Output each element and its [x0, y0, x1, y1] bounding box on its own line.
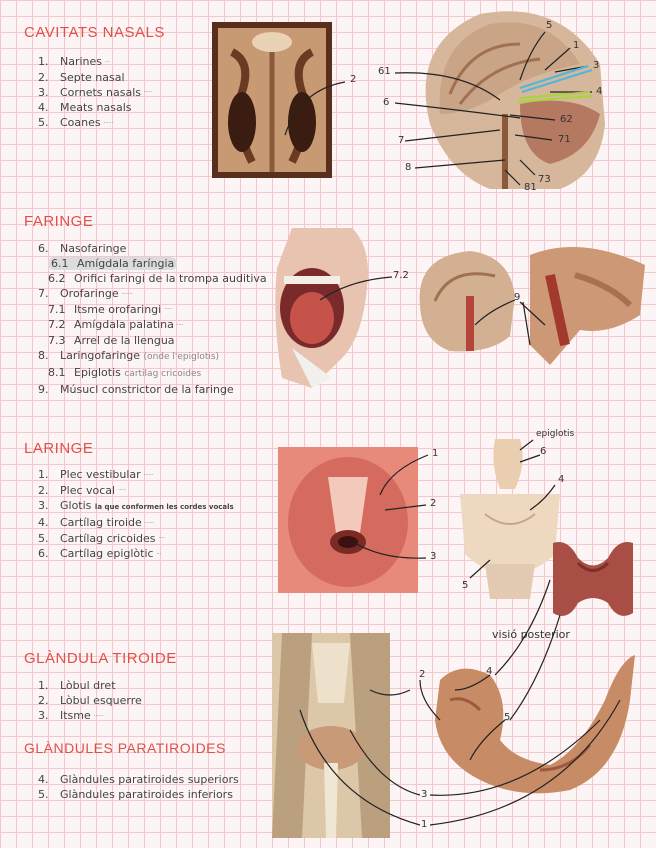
- section-title-nasal: CAVITATS NASALS: [24, 24, 165, 41]
- list-item: 8.1 Epiglotis cartilag cricoides: [48, 365, 202, 379]
- label-nasal-61: 61: [378, 66, 391, 77]
- list-item: 2. Lòbul esquerre: [38, 694, 142, 707]
- section-title-paratiroides: GLÀNDULES PARATIROIDES: [24, 740, 226, 756]
- list-item: 3. Glotis la que conformen les cordes vocals: [38, 499, 234, 512]
- list-item: 1. Plec vestibular ······: [38, 468, 154, 481]
- list-item: 1. Narines ···: [38, 55, 110, 68]
- label-nasal-5: 5: [546, 20, 553, 31]
- list-item: 3. Cornets nasals ·····: [38, 85, 152, 99]
- label-nasal-81: 81: [524, 182, 537, 193]
- label-tiroide-4: 4: [486, 666, 493, 677]
- list-item: 6. Nasofaringe: [38, 242, 127, 255]
- list-item: 4. Meats nasals: [38, 101, 132, 114]
- list-item: 5. Glàndules paratiroides inferiors: [38, 788, 233, 801]
- label-laringe-1: 1: [432, 448, 439, 459]
- label-tiroide-3: 3: [421, 789, 428, 800]
- list-item: 7.3 Arrel de la llengua: [48, 333, 175, 347]
- list-item: 2. Plec vocal ·····: [38, 483, 127, 497]
- label-laringe-6: 6: [540, 446, 547, 457]
- label-nasal-3: 3: [593, 60, 600, 71]
- label-tiroide-1: 1: [421, 819, 428, 830]
- list-item: 5. Cartílag cricoides ····: [38, 531, 165, 545]
- list-item: 7.1 Itsme orofaringi ·····: [48, 302, 173, 316]
- list-item: 1. Lòbul dret: [38, 679, 116, 692]
- list-item: 7.2 Amígdala palatina ····: [48, 318, 184, 331]
- label-nasal-7: 7: [398, 135, 405, 146]
- label-laringe-4: 4: [558, 474, 565, 485]
- list-item: 7. Orofaringe ·······: [38, 287, 133, 300]
- list-item: 9. Músucl constrictor de la faringe: [38, 382, 234, 396]
- label-tiroide-5: 5: [504, 712, 511, 723]
- label-nasal-4: 4: [596, 86, 603, 97]
- list-item: 4. Glàndules paratiroides superiors: [38, 773, 239, 786]
- label-laringe-2: 2: [430, 498, 437, 509]
- list-item: 6.2 Orifici faringi de la trompa auditiva: [48, 272, 267, 285]
- label-laringe-5: 5: [462, 580, 469, 591]
- label-nasal-73: 73: [538, 174, 551, 185]
- label-nasal-62: 62: [560, 114, 573, 125]
- label-nasal-6: 6: [383, 97, 390, 108]
- section-title-faringe: FARINGE: [24, 213, 94, 230]
- label-tiroide-2: 2: [419, 669, 426, 680]
- list-item: 2. Septe nasal: [38, 70, 125, 84]
- label-nasal-1: 1: [573, 40, 580, 51]
- list-item: 3. Itsme ······: [38, 709, 104, 722]
- label-nasal-71: 71: [558, 134, 571, 145]
- list-item: 6.1 Amígdala faríngia: [38, 256, 267, 271]
- label-faringe-72: 7.2: [393, 270, 409, 281]
- label-faringe-9: 9: [514, 292, 521, 303]
- label-nasal-2: 2: [350, 74, 357, 85]
- list-item: 5. Coanes ······: [38, 116, 114, 129]
- section-title-tiroide: GLÀNDULA TIROIDE: [24, 650, 177, 667]
- section-title-laringe: LARINGE: [24, 440, 94, 457]
- label-nasal-8: 8: [405, 162, 412, 173]
- label-laringe-3: 3: [430, 551, 437, 562]
- label-laringe-epiglotis: epiglotis: [536, 429, 575, 439]
- view-label: visió posterior: [492, 628, 570, 641]
- list-item: 8. Laringofaringe (onde l'epiglotis): [38, 348, 220, 362]
- list-item: 6. Cartílag epiglòtic ···: [38, 547, 162, 560]
- list-item: 4. Cartílag tiroide ······: [38, 516, 155, 529]
